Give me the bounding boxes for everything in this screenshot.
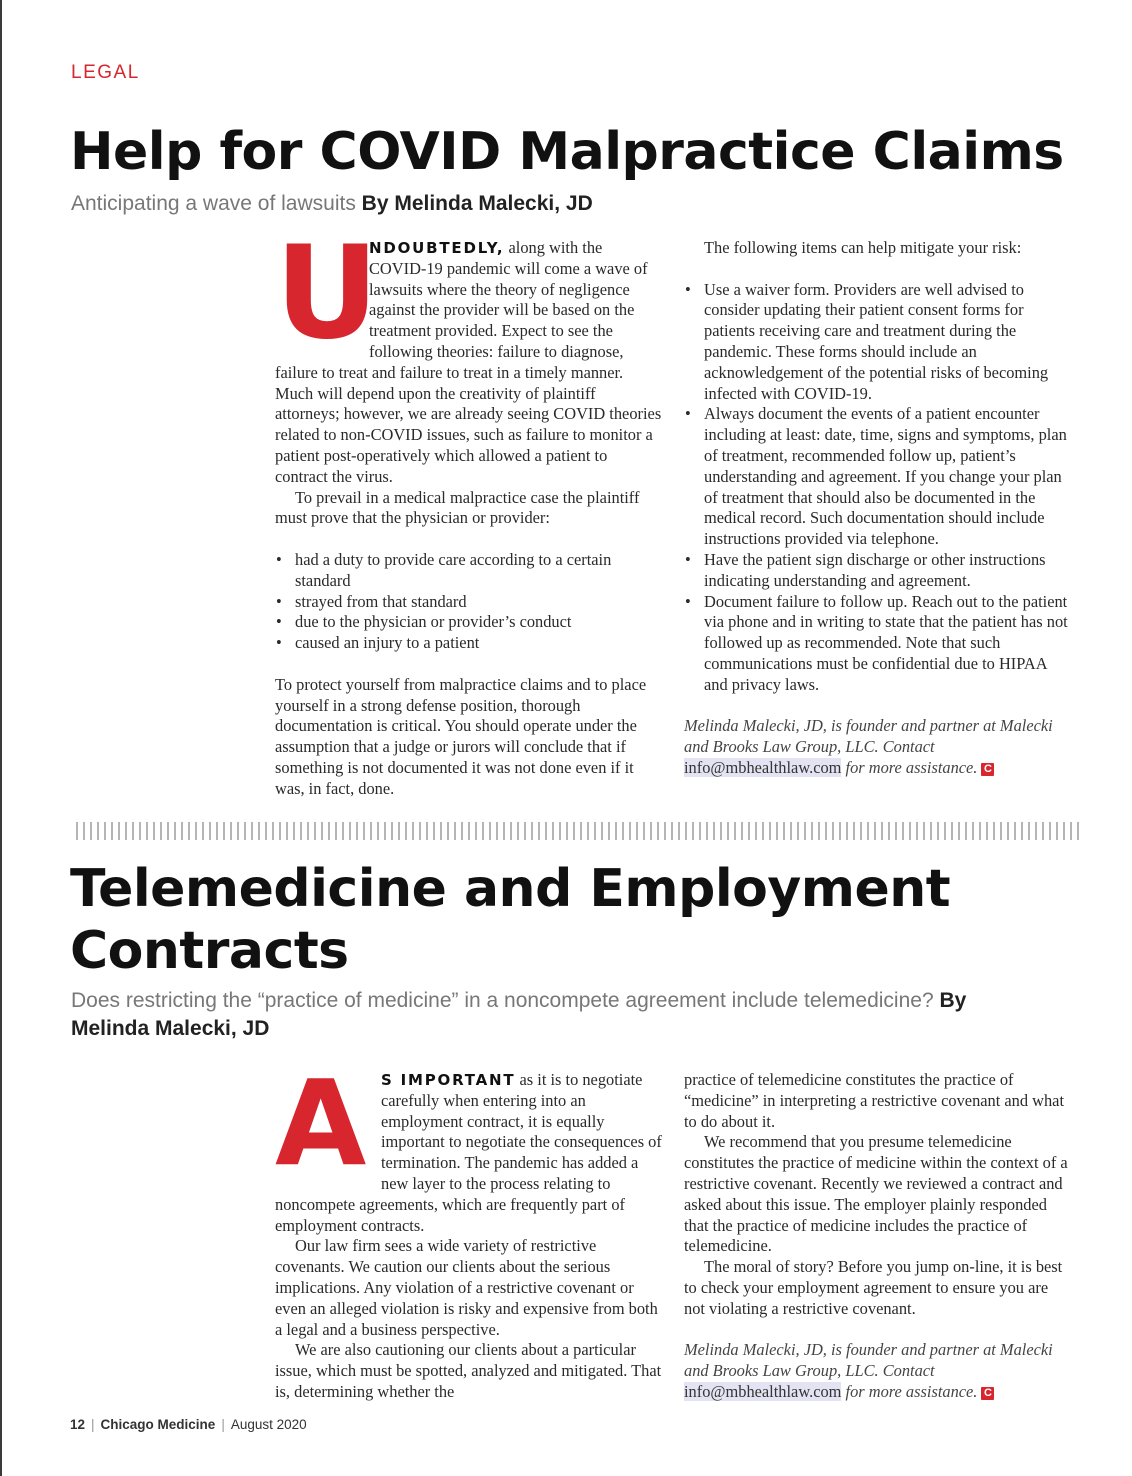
article1-deck (71, 190, 593, 218)
issue-date: August 2020 (230, 1417, 307, 1432)
list-item: • Use a waiver form. Providers are well advised to consider updating their patient consent forms for patients receiving care and treatment during the pandemic. These forms should include an acknowledgement of the potential risks of becoming infected with COVID-19. (684, 280, 1072, 405)
article1-dropcap: U (275, 219, 379, 368)
article1-paragraph-2: To prevail in a medical malpractice case the plaintiff must prove that the physician or provider: (275, 487, 640, 528)
article1-tips-list (684, 280, 1072, 696)
article2-dropcap: A (275, 1054, 367, 1192)
article2-bio-tail: for more assistance. (845, 1381, 978, 1401)
article2-paragraph-4: practice of telemedicine constitutes the practice of “medicine” in interpreting a restrictive covenant and what to do about it. (684, 1070, 1065, 1131)
list-item: • due to the physician or provider’s conduct (275, 612, 662, 633)
article1-subtitle: Anticipating a wave of lawsuits (71, 192, 356, 215)
list-item: • caused an injury to a patient (275, 633, 662, 654)
article2-column-right (684, 1070, 1072, 1403)
article1-bio-text: Melinda Malecki, JD, is founder and partner at Malecki and Brooks Law Group, LLC. Contact (684, 716, 1053, 757)
article2-byline: By Melinda Malecki, JD (71, 989, 967, 1040)
section-label: LEGAL (71, 62, 140, 83)
article2-author-bio (684, 1340, 1072, 1402)
article1-paragraph-1: along with the COVID-19 pandemic will come a wave of lawsuits where the theory of negligence against the provider will be based on the treatment provided. Expect to see the following theories: failure to diagnose, failure to treat and failure to treat in a timely manner. Much will depend upon the creativity of plaintiff attorneys; however, we are already seeing COVID theories related to non-COVID issues, such as failure to monitor a patient post-operatively which allowed a patient to contract the virus. (275, 238, 662, 486)
article2-column-left (275, 1054, 662, 1403)
page-number: 12 (70, 1417, 86, 1432)
section-divider (76, 822, 1080, 840)
footer-separator: | (91, 1417, 95, 1432)
chicago-medicine-logo-icon: C (981, 1387, 994, 1400)
chicago-medicine-logo-icon: C (981, 763, 994, 776)
article1-paragraph-3: To protect yourself from malpractice claims and to place yourself in a strong defense position, thorough documentation is critical. You should operate under the assumption that a judge or jurors will conclude that if something is not documented it was not done even if it was, in fact, done. (275, 674, 647, 798)
list-item: • strayed from that standard (275, 592, 662, 613)
article2-paragraph-1: as it is to negotiate carefully when entering into an employment contract, it is equally important to negotiate the consequences of termination. The pandemic has added a new layer to the process relating to noncompete agreements, which are frequently part of employment contracts. (275, 1070, 662, 1235)
article1-leadin: NDOUBTEDLY, (369, 239, 505, 257)
article2-paragraph-6: The moral of story? Before you jump on-line, it is best to check your employment agreement to ensure you are not violating a restrictive covenant. (684, 1257, 1063, 1318)
article1-author-bio (684, 716, 1072, 778)
footer-separator: | (221, 1417, 225, 1432)
article1-elements-list (275, 550, 662, 654)
page-footer (70, 1417, 307, 1432)
article2-paragraph-2: Our law firm sees a wide variety of restrictive covenants. We caution our clients about the serious implications. Any violation of a restrictive covenant or even an alleged violation is risky and expensive from both a legal and a business perspective. (275, 1236, 658, 1339)
article1-column-left (275, 219, 662, 800)
article1-byline: By Melinda Malecki, JD (361, 192, 593, 215)
list-item: • Have the patient sign discharge or other instructions indicating understanding and agreement. (684, 550, 1072, 592)
article2-subtitle: Does restricting the “practice of medicine” in a noncompete agreement include telemedicine? (71, 989, 934, 1012)
page-edge (0, 0, 2, 1476)
article2-deck (71, 987, 971, 1043)
article2-paragraph-3: We are also cautioning our clients about a particular issue, which must be spotted, analyzed and mitigated. That is, determining whether the (275, 1340, 662, 1401)
article2-leadin: S IMPORTANT (381, 1071, 516, 1089)
article2-bio-text: Melinda Malecki, JD, is founder and partner at Malecki and Brooks Law Group, LLC. Contact (684, 1340, 1053, 1381)
article1-title: Help for COVID Malpractice Claims (70, 122, 1064, 182)
article2-paragraph-5: We recommend that you presume telemedicine constitutes the practice of medicine within the context of a restrictive covenant. Recently we reviewed a contract and asked about this issue. The employer plainly responded that the practice of medicine includes the practice of telemedicine. (684, 1132, 1068, 1256)
article2-email-link[interactable]: info@mbhealthlaw.com (684, 1381, 842, 1401)
list-item: • Document failure to follow up. Reach out to the patient via phone and in writing to state that the patient has not followed up as recommended. Note that such communications must be confidential due to HIPAA and privacy laws. (684, 592, 1072, 696)
publication-name: Chicago Medicine (100, 1417, 216, 1432)
article2-title: Telemedicine and Employment Contracts (70, 859, 951, 981)
article1-paragraph-4: The following items can help mitigate your risk: (704, 238, 1022, 257)
article1-email-link[interactable]: info@mbhealthlaw.com (684, 757, 842, 777)
list-item: • had a duty to provide care according to a certain standard (275, 550, 662, 592)
list-item: • Always document the events of a patient encounter including at least: date, time, signs and symptoms, plan of treatment, recommended follow up, patient’s understanding and agreement. If you change your plan of treatment that should also be documented in the medical record. Such documentation should include instructions provided via telephone. (684, 404, 1072, 550)
article1-column-right (684, 238, 1072, 779)
article1-bio-tail: for more assistance. (845, 757, 978, 777)
